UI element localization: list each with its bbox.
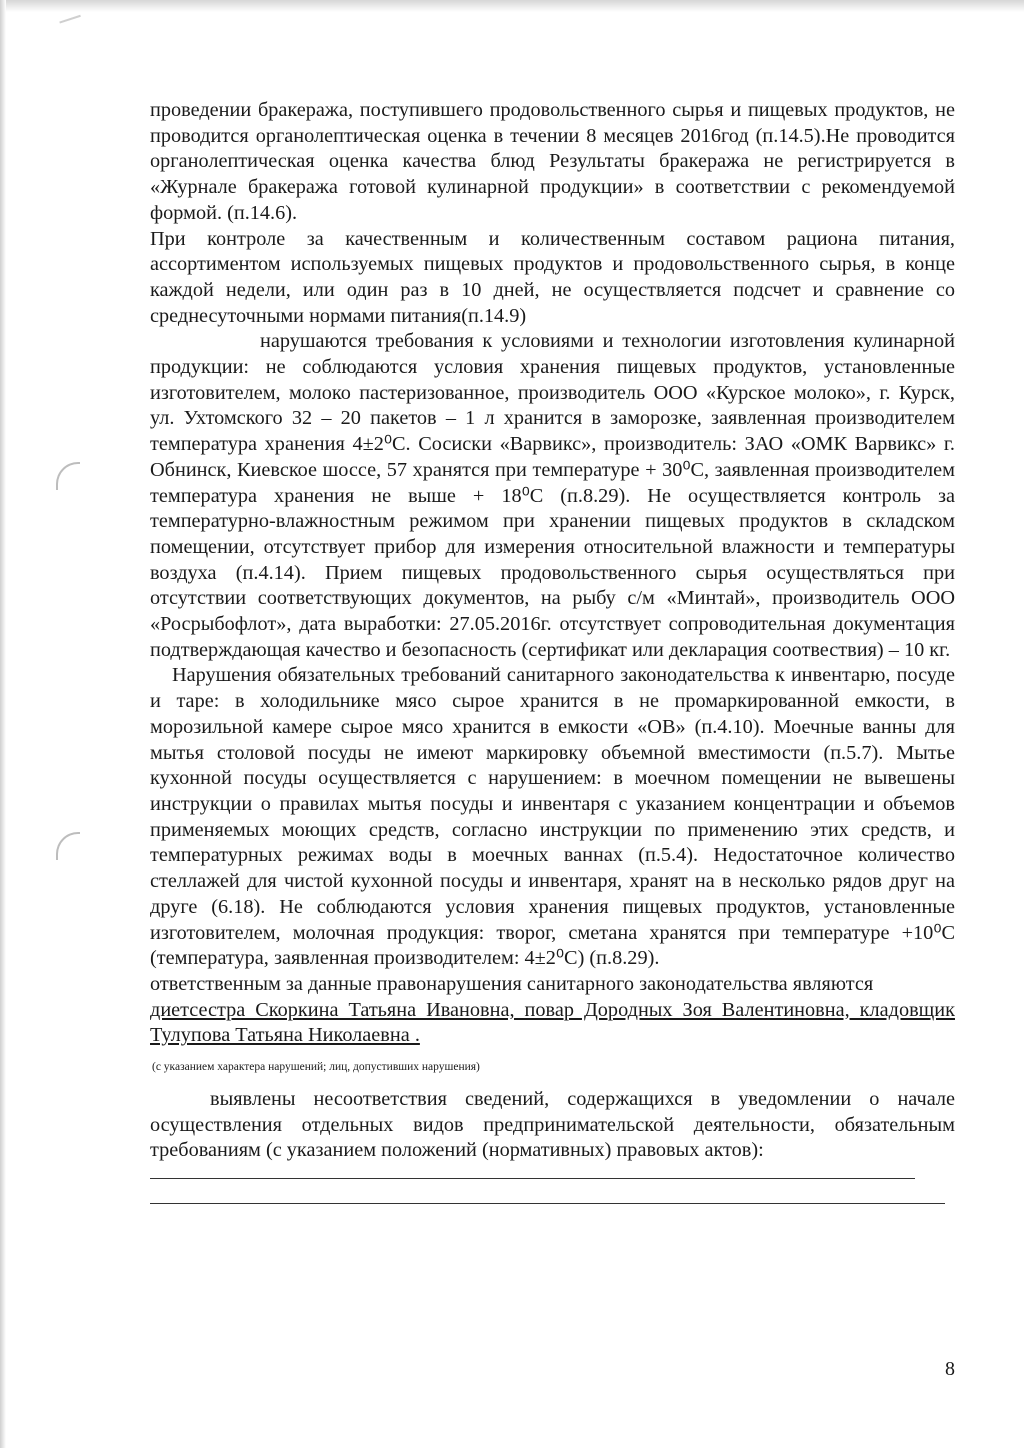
punch-hole: [56, 832, 80, 860]
blank-fill-line: [150, 1178, 915, 1179]
paragraph-ration-control: При контроле за качественным и количественным составом рациона питания, ассортиментом используемых пищевых продуктов и продовольственного сырья, в конце каждой недели, или один раз в 10 дней, не осуществляется подсчет и сравнение со среднесуточными нормами питания(п.14.9): [150, 227, 955, 327]
punch-hole: [56, 462, 80, 490]
blank-fill-line: [150, 1203, 945, 1204]
paragraph-responsible: ответственным за данные правонарушения санитарного законодательства являются: [150, 972, 874, 995]
scan-edge-top: [0, 0, 1024, 12]
paragraph-technology-violations: нарушаются требования к условиями и технологии изготовления кулинарной продукции: не соблюдаются условия хранения пищевых продуктов, установленные изготовителем, молоко пастеризованное, производитель ООО «Курское молоко», г. Курск, ул. Ухтомского 32 – 20 пакетов – 1 л хранится в заморозке, заявленная производителем температура хранения 4±2⁰С. Сосиски «Варвикс», производитель: ЗАО «ОМК Варвикс» г. Обнинск, Киевское шоссе, 57 хранятся при температуре + 30⁰С, заявленная производителем температура хранения не выше + 18⁰С (п.8.29). Не осуществляется контроль за температурно-влажностным режимом при хранении пищевых продуктов в складском помещении, отсутствует прибор для измерения относительной влажности и температуры воздуха (п.4.14). Прием пищевых продовольственного сырья осуществляться при отсутствии соответствующих документов, на рыбу с/м «Минтай», производитель ООО «Росрыбофлот», дата выработки: 27.05.2016г. отсутствует сопроводительная документация подтверждающая качество и безопасность (сертификат или декларация соотвествия) – 10 кг.: [150, 330, 955, 661]
paragraph-brakerazh: проведении бракеража, поступившего продовольственного сырья и пищевых продуктов, не проводится органолептическая оценка в течении 8 месяцев 2016год (п.14.5).Не проводится органолептическая оценка качества блюд Результаты бракеража не регистрируется в «Журнале бракеража готовой кулинарной продукции» в соответствии с рекомендуемой формой. (п.14.6).: [150, 99, 955, 224]
paragraph-discrepancies: выявлены несоответствия сведений, содержащихся в уведомлении о начале осуществления отдельных видов предпринимательской деятельности, обязательным требованиям (с указанием положений (нормативных) правовых актов):: [150, 1088, 955, 1162]
footnote-caption: (с указанием характера нарушений; лиц, допустивших нарушения): [152, 1061, 480, 1074]
scan-mark: [59, 15, 82, 29]
document-body: [150, 98, 955, 1204]
responsible-persons: диетсестра Скоркина Татьяна Ивановна, повар Дородных Зоя Валентиновна, кладовщик Тулупова Татьяна Николаевна .: [150, 998, 955, 1047]
paragraph-inventory-violations: Нарушения обязательных требований санитарного законодательства к инвентарю, посуде и таре: в холодильнике мясо сырое хранится в не промаркированной емкости, в морозильной камере сырое мясо хранится в емкости «ОВ» (п.4.10). Моечные ванны для мытья столовой посуды не имеют маркировку объемной вместимости (п.5.7). Мытье кухонной посуды осуществляется с нарушением: в моечном помещении не вывешены инструкции о правилах мытья посуды и инвентаря с указанием концентрации и объемов применяемых моющих средств, согласно инструкции по применению этих средств, и температурных режимах воды в моечных ваннах (п.5.4). Недостаточное количество стеллажей для чистой кухонной посуды и инвентаря, хранят на в несколько рядов друг на друге (6.18). Не соблюдаются условия хранения пищевых продуктов, установленные изготовителем, молочная продукция: творог, сметана хранятся при температуре +10⁰С (температура, заявленная производителем: 4±2⁰С) (п.8.29).: [150, 664, 955, 970]
scan-edge-left: [0, 0, 6, 1448]
page-number: 8: [945, 1358, 955, 1380]
